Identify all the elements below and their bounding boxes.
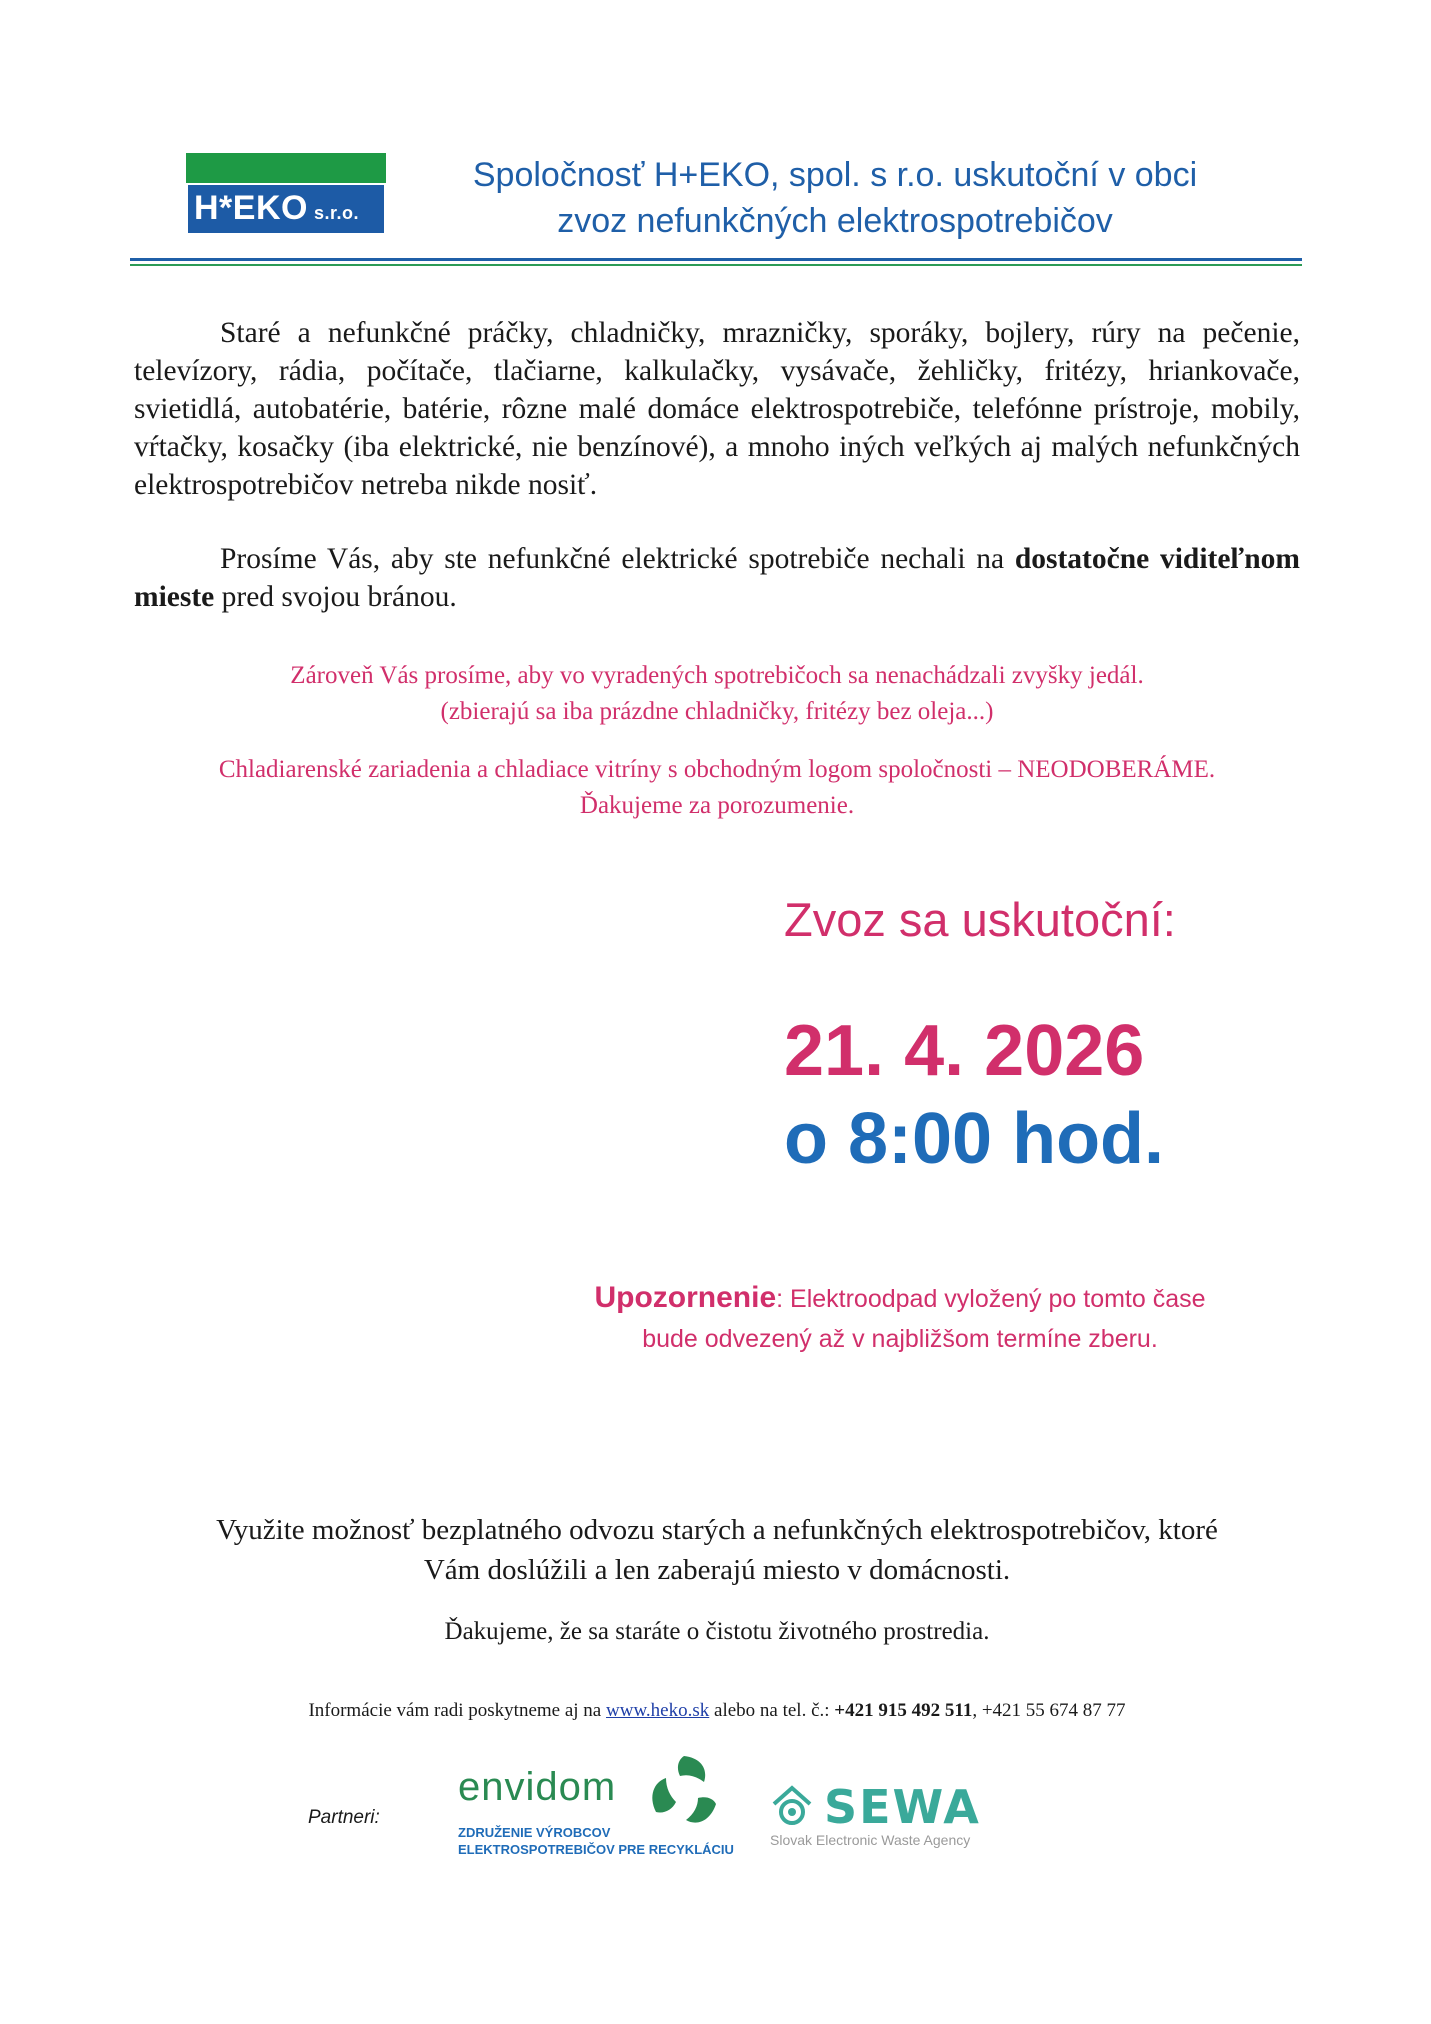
schedule-date: 21. 4. 2026 — [784, 1011, 1145, 1091]
warning-label: Upozornenie — [594, 1281, 777, 1314]
logo-wordmark — [194, 189, 359, 228]
header-divider-green — [130, 264, 1302, 266]
refrigeration-note-line-2: Ďakujeme za porozumenie. — [579, 792, 855, 819]
items-paragraph — [134, 314, 1300, 504]
food-note — [134, 658, 1300, 730]
phone-secondary: , +421 55 674 87 77 — [972, 1700, 1126, 1721]
items-text: Staré a nefunkčné práčky, chladničky, mrazničky, sporáky, bojlery, rúry na pečenie, televízory, rádia, počítače, tlačiarne, kalkulačky, vysávače, žehličky, fritézy, hriankovače, svietidlá, autobatérie, batérie, rôzne malé domáce elektrospotrebiče, telefónne prístroje, mobily, vŕtačky, kosačky (iba elektrické, nie benzínové), a mnoho iných veľkých aj malých nefunkčných elektrospotrebičov netreba nikde nosiť. — [134, 317, 1300, 501]
free-pickup-line-1: Využite možnosť bezplatného odvozu starých a nefunkčných elektrospotrebičov, ktoré — [216, 1514, 1218, 1546]
schedule-title: Zvoz sa uskutoční: — [784, 893, 1176, 946]
phone-primary: +421 915 492 511 — [834, 1700, 973, 1721]
sewa-house-icon — [770, 1784, 814, 1830]
envidom-name: envidom — [458, 1765, 617, 1809]
warning-text-2: bude odvezený až v najbližšom termíne zberu. — [642, 1325, 1158, 1353]
recycle-leaves-icon — [646, 1752, 724, 1830]
placement-paragraph — [134, 540, 1300, 616]
refrigeration-note — [134, 752, 1300, 824]
header-divider-blue — [130, 258, 1302, 261]
warning-text-1: : Elektroodpad vyložený po tomto čase — [776, 1285, 1206, 1313]
food-note-line-2: (zbierajú sa iba prázdne chladničky, fritézy bez oleja...) — [440, 698, 994, 725]
sewa-name: SEWA — [824, 1780, 981, 1834]
placement-text-end: pred svojou bránou. — [214, 581, 457, 613]
sewa-subtitle: Slovak Electronic Waste Agency — [770, 1832, 971, 1848]
page-title — [420, 152, 1250, 244]
logo-suffix: s.r.o. — [313, 203, 359, 223]
title-line-1: Spoločnosť H+EKO, spol. s r.o. uskutoční v obci — [472, 156, 1198, 194]
warning-block — [520, 1278, 1280, 1359]
refrigeration-note-line-1: Chladiarenské zariadenia a chladiace vitríny s obchodným logom spoločnosti – NEODOBERÁME. — [218, 756, 1216, 783]
contact-prefix: Informácie vám radi poskytneme aj na — [308, 1700, 606, 1721]
placement-text-bold: dostatočne viditeľnom mieste — [134, 543, 1300, 613]
heko-logo — [186, 153, 386, 235]
partners-label: Partneri: — [308, 1807, 380, 1828]
website-link[interactable]: www.heko.sk — [606, 1700, 710, 1721]
contact-mid: alebo na tel. č.: — [709, 1700, 835, 1721]
title-line-2: zvoz nefunkčných elektrospotrebičov — [557, 202, 1113, 240]
contact-info — [134, 1700, 1300, 1722]
warning-line-1 — [520, 1278, 1280, 1319]
logo-name: H*EKO — [194, 189, 308, 227]
free-pickup-paragraph — [134, 1510, 1300, 1590]
food-note-line-1: Zároveň Vás prosíme, aby vo vyradených spotrebičoch sa nenachádzali zvyšky jedál. — [290, 662, 1144, 689]
envidom-subtitle-line-1: ZDRUŽENIE VÝROBCOV — [458, 1825, 611, 1840]
envidom-subtitle-line-2: ELEKTROSPOTREBIČOV PRE RECYKLÁCIU — [458, 1842, 734, 1857]
placement-text-start: Prosíme Vás, aby ste nefunkčné elektrické spotrebiče nechali na — [220, 543, 1015, 575]
free-pickup-line-2: Vám doslúžili a len zaberajú miesto v domácnosti. — [423, 1554, 1011, 1586]
schedule-time: o 8:00 hod. — [784, 1099, 1165, 1179]
thanks-text: Ďakujeme, že sa staráte o čistotu životného prostredia. — [444, 1618, 990, 1645]
